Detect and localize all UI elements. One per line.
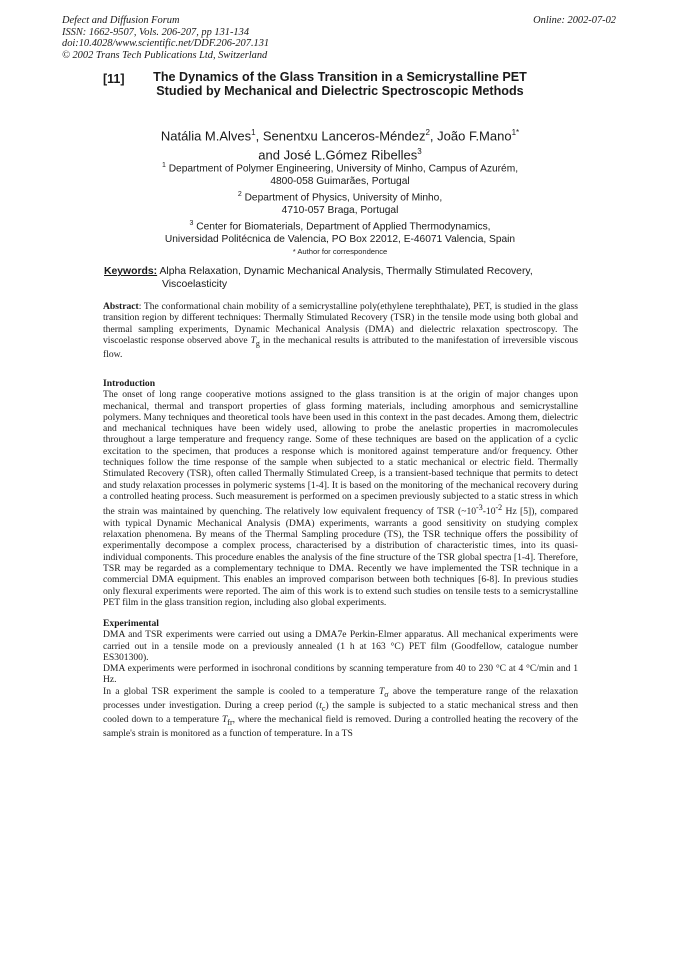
abstract-label: Abstract [103,301,139,312]
keywords-line: Viscoelasticity [162,278,228,290]
author-list: Natália M.Alves$^1$, Senentxu Lanceros-Méndez$^2$, João F.Mano$^{1*}$ and José L.Gómez Ribelles$^3$ [160,128,520,163]
affiliation-2 [110,189,570,217]
symbol-t: t [319,699,322,711]
abstract-section [103,301,578,360]
paper-title: The Dynamics of the Glass Transition in a Semicrystalline PET Studied by Mechanical and Dielectric Spectroscopic Methods [153,70,527,99]
doi-line: doi:10.4028/www.scientific.net/DDF.206-207.131 [62,38,270,50]
issn-line: ISSN: 1662-9507, Vols. 206-207, pp 131-134 [62,26,250,38]
symbol-t: T [221,714,228,726]
symbol-sub: fr [227,718,233,728]
affiliation-mark: 1 [161,162,166,169]
affiliation-3 [110,218,570,246]
author-affil-mark: 1* [511,128,520,137]
author-affil-mark: 2 [425,128,430,137]
abstract-text: in the mechanical results is attributed to the manifestation of irreversible viscous flow. [103,334,578,361]
journal-header [62,15,269,61]
affiliation-mark: 2 [237,191,242,198]
author-affil-mark: 1 [251,128,256,137]
symbol-t: T [378,685,385,697]
experimental-paragraph: DMA experiments were performed in isochronal conditions by scanning temperature from 40 to 230 °C at 4 °C/min and 1 Hz. [103,663,578,686]
affiliation-line: 4710-057 Braga, Portugal [281,204,399,216]
experimental-section [103,618,578,740]
exponent: -3 [476,503,483,513]
affiliation-1 [110,160,570,188]
paragraph-text: ) the sample is subjected to a static mechanical stress and then cooled down to a temperature [103,699,578,726]
keywords-block [104,266,584,291]
symbol-t: T [250,334,256,346]
copyright-line: © 2002 Trans Tech Publications Ltd, Switzerland [62,49,268,61]
affiliation-line: Center for Biomaterials, Department of Applied Thermodynamics, [196,221,491,233]
introduction-section [103,378,578,608]
abstract-text: : The conformational chain mobility of a semicrystalline poly(ethylene terephthalate), PET, is studied in the glass transition region by different techniques: Thermally Stimulated Recovery (TSR) in the tensile mode using both global and thermal sampling experiments, Dynamic Mechanical Analysis (DMA) and dielectric relaxation spectroscopy. The viscoelastic response observed above [103,301,578,346]
author-name: José L.Gómez Ribelles [283,147,418,163]
symbol-sub: σ [384,689,389,699]
correspondence-note: * Author for correspondence [292,247,388,256]
affiliation-line: Department of Polymer Engineering, University of Minho, Campus of Azurém, [168,163,519,175]
paragraph-text: , where the mechanical field is removed. During a controlled heating the recovery of the sample's strain is monitored as a function of temperature. In a TS [103,714,579,740]
paragraph-text: In a global TSR experiment the sample is cooled to a temperature [103,685,379,697]
online-date: Online: 2002-07-02 [533,15,616,26]
symbol-sub: c [321,703,326,713]
affiliation-line: Universidad Politécnica de Valencia, PO Box 22012, E-46071 Valencia, Spain [164,233,516,245]
author-name: Senentxu Lanceros-Méndez [262,128,426,144]
exponent: -2 [495,503,503,513]
paragraph-text: above the temperature range of the relaxation processes under investigation. During a creep period ( [103,685,578,711]
experimental-paragraph [103,686,578,740]
paragraph-text: -10 [482,506,496,518]
section-heading: Introduction [103,378,156,389]
introduction-paragraph [103,389,578,608]
journal-name: Defect and Diffusion Forum [62,15,180,26]
symbol-sub: g [255,338,260,348]
author-conjunction: and [258,147,280,163]
keywords-label: Keywords: [104,266,158,277]
affiliation-mark: 3 [189,220,194,227]
section-heading: Experimental [103,618,159,629]
paragraph-text: The onset of long range cooperative motions assigned to the glass transition is at the origin of major changes upon mechanical, thermal and transport properties of glass forming materials, including amorphous and semicrystalline polymers. Many techniques and theoretical tools have been used in this context in the past decades. Among them, dielectric and mechanical techniques have been widely used, allowing to probe the anelastic properties in macromolecules throughout a large temperature and frequency range. Some of these techniques are based on the application of a cyclic excitation to the specimen, that produces a response which is monitored against temperature and/or frequency. Other techniques follow the time response of the sample when subjected to a static mechanical or electric field. Thermally Stimulated Recovery (TSR), often called Thermally Stimulated Creep, is a transient-based technique that permits to detect and study relaxation processes in polymeric systems [1-4]. It is based on the monitoring of the mechanical recovery during a controlled heating process. Such measurement is performed on a specimen previously subjected to a static stress in which the strain was maintained by quenching. The relatively low equivalent frequency of TSR (~10 [103,389,578,518]
reference-number: [11] [103,72,125,86]
author-affil-mark: 3 [417,147,422,157]
experimental-paragraph: DMA and TSR experiments were carried out using a DMA7e Perkin-Elmer apparatus. All mechanical experiments were carried out in a tensile mode on a previously annealed (1 h at 163 °C) PET film (Goodfellow, catalogue number ES301300). [103,629,578,663]
affiliation-line: Department of Physics, University of Minho, [244,192,443,204]
author-name: Natália M.Alves [160,128,252,144]
affiliation-line: 4800-058 Guimarães, Portugal [270,175,410,187]
keywords-line: Alpha Relaxation, Dynamic Mechanical Analysis, Thermally Stimulated Recovery, [159,266,533,277]
paragraph-text: Hz [5]), compared with typical Dynamic Mechanical Analysis (DMA) experiments, warrants a good sensitivity on studying complex relaxation phenomena. By means of the Thermal Sampling procedure (TS), the TSR technique offers the possibility of experimentally decompose a complex process, characterised by a distribution of characteristic times, into its quasi-individual components. This procedure enables the analysis of the fine structure of the TSR global spectra [1-4]. Therefore, TSR may be regarded as a complementary technique to DMA. Recently we have implemented the TSR technique in a commercial DMA equipment. This enables an improved comparison between both techniques [6-8]. In previous studies only flexural experiments were reported. The aim of this work is to extend such studies on tensile tests to a semicrystalline PET film in the glass transition region, including also global experiments. [103,506,579,608]
author-name: João F.Mano [437,128,512,144]
